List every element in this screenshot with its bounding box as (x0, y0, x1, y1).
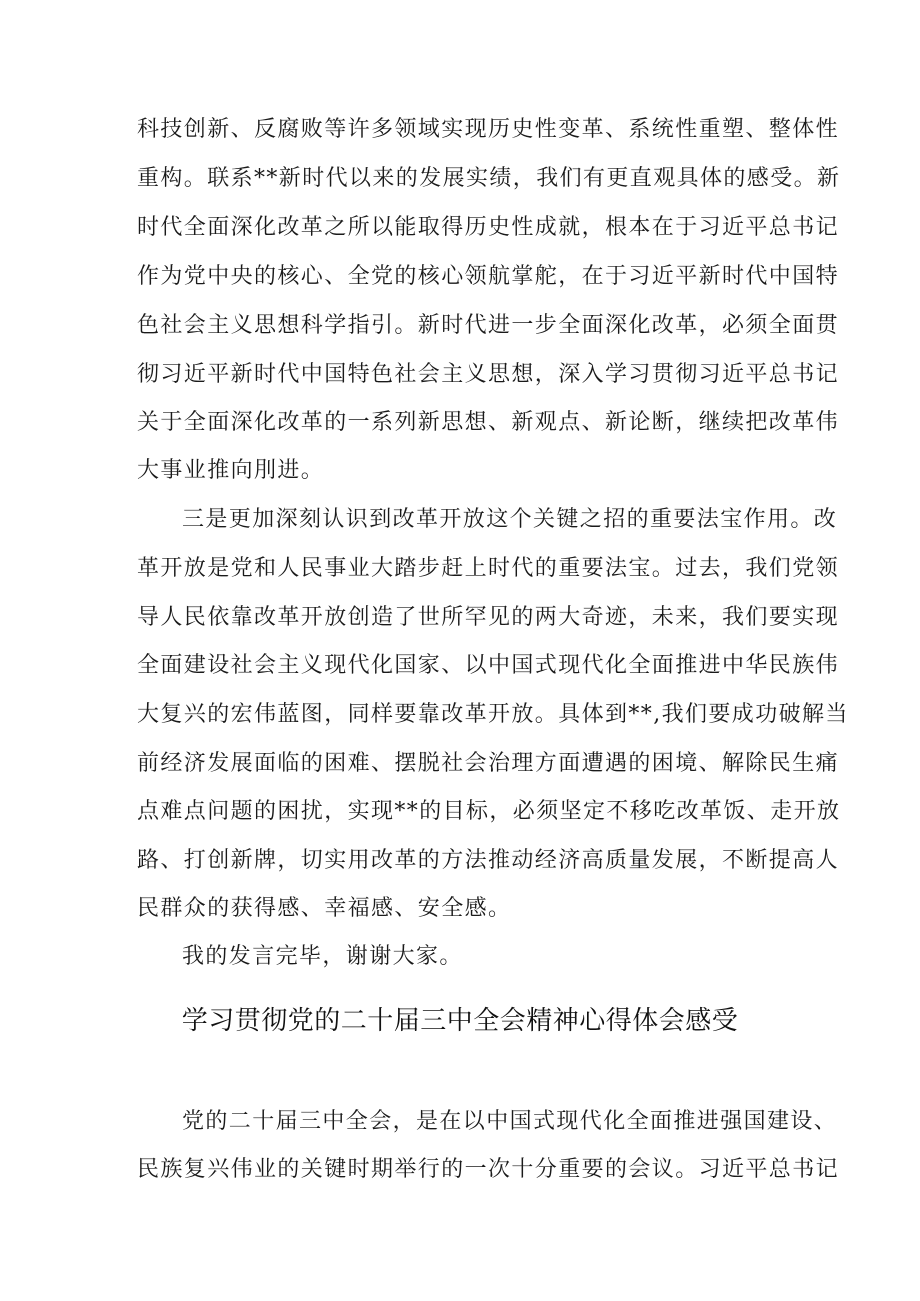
paragraph-line: 点难点问题的困扰，实现**的目标，必须坚定不移吃改革饭、走开放 (137, 799, 841, 824)
paragraph-line: 民族复兴伟业的关键时期举行的一次十分重要的会议。习近平总书记 (137, 1157, 840, 1182)
paragraph-line: 科技创新、反腐败等许多领域实现历史性变革、系统性重塑、整体性 (137, 117, 840, 142)
paragraph-line: 全面建设社会主义现代化国家、以中国式现代化全面推进中华民族伟 (137, 653, 840, 678)
paragraph-first-line: 党的二十届三中全会，是在以中国式现代化全面推进强国建设、 (182, 1109, 838, 1134)
paragraph-line: 重构。联系**新时代以来的发展实绩，我们有更直观具体的感受。新 (137, 166, 841, 191)
paragraph-line: 路、打创新牌，切实用改革的方法推动经济高质量发展，不断提高人 (137, 848, 840, 873)
paragraph-line: 彻习近平新时代中国特色社会主义思想，深入学习贯彻习近平总书记 (137, 362, 840, 387)
paragraph-line: 大复兴的宏伟蓝图，同样要靠改革开放。具体到**,我们要成功破解当 (137, 702, 849, 727)
section-heading: 学习贯彻党的二十届三中全会精神心得体会感受 (181, 1006, 739, 1036)
paragraph-line: 时代全面深化改革之所以能取得历史性成就，根本在于习近平总书记 (137, 215, 840, 240)
closing-remark: 我的发言完毕，谢谢大家。 (182, 944, 463, 969)
paragraph-line: 前经济发展面临的困难、摆脱社会治理方面遭遇的困境、解除民生痛 (137, 751, 840, 776)
paragraph-line: 作为党中央的核心、全党的核心领航掌舵，在于习近平新时代中国特 (137, 264, 840, 289)
paragraph-line: 革开放是党和人民事业大踏步赶上时代的重要法宝。过去，我们党领 (137, 556, 840, 581)
paragraph-first-line: 三是更加深刻认识到改革开放这个关键之招的重要法宝作用。改 (182, 507, 838, 532)
paragraph-line: 导人民依靠改革开放创造了世所罕见的两大奇迹，未来，我们要实现 (137, 605, 840, 630)
paragraph-line: 大事业推向刖进。 (137, 458, 325, 483)
paragraph-line: 关于全面深化改革的一系列新思想、新观点、新论断，继续把改革伟 (137, 410, 840, 435)
paragraph-line: 民群众的获得感、幸福感、安全感。 (137, 896, 512, 921)
paragraph-line: 色社会主义思想科学指引。新时代进一步全面深化改革，必须全面贯 (137, 313, 840, 338)
